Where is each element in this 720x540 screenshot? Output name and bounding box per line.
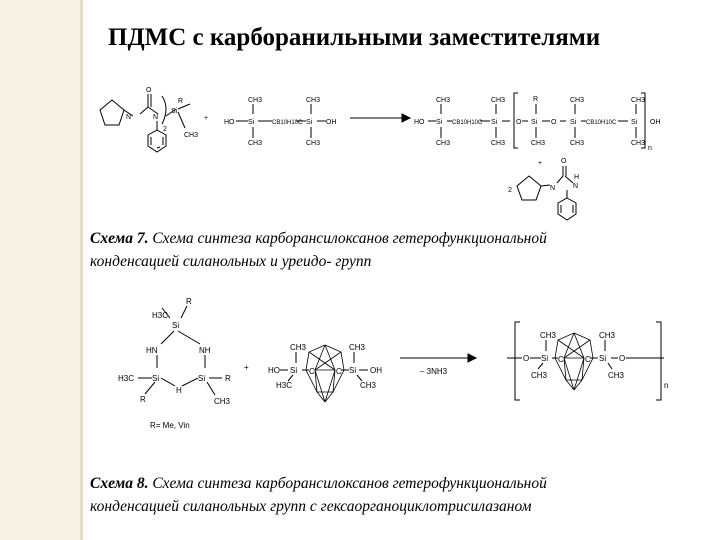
scheme-7-text-line2: конденсацией силанольных и уреидо- групп (90, 253, 372, 270)
atom-label: C (558, 355, 564, 364)
carborane-label: CB10H10C (586, 120, 617, 126)
atom-label: R (178, 98, 184, 105)
atom-label: CH3 (306, 140, 321, 147)
scheme-7-text-line1: Схема синтеза карборансилоксанов гетерофункциональной (148, 230, 547, 247)
atom-label: O (551, 119, 557, 126)
atom-label: Si (491, 119, 498, 126)
atom-label: O (146, 87, 152, 94)
atom-label: Si (306, 119, 313, 126)
atom-label: CH3 (608, 371, 625, 380)
slide-title: ПДМС с карборанильными заместителями (108, 24, 601, 51)
coefficient: 2 (163, 126, 167, 133)
atom-label: O (561, 158, 567, 165)
atom-label: Si (198, 374, 206, 383)
repeat-subscript: n (664, 381, 669, 390)
byproduct-label: – 3NH3 (420, 367, 448, 376)
atom-label: N (153, 114, 159, 121)
atom-label: C (336, 367, 342, 376)
atom-label: Si (171, 108, 178, 115)
repeat-subscript: n (648, 145, 652, 152)
scheme-8-text-line2: конденсацией силанольных групп с гексаорганоциклотрисилазаном (90, 498, 532, 515)
atom-label: CH3 (570, 140, 585, 147)
atom-label: N (573, 183, 579, 190)
atom-label: Si (570, 119, 577, 126)
plus-sign: + (204, 115, 209, 122)
atom-label: Si (290, 366, 298, 375)
scheme-8-text-line1: Схема синтеза карборансилоксанов гетерофункциональной (148, 475, 547, 492)
scheme-7-label: Схема 7. (90, 230, 149, 247)
atom-label: O (523, 354, 530, 363)
atom-label: NH (199, 346, 211, 355)
atom-label: CH3 (349, 343, 366, 352)
atom-label: H3C (276, 381, 293, 390)
scheme-8-label: Схема 8. (90, 475, 149, 492)
atom-label: HO (224, 119, 235, 126)
atom-label: Si (599, 354, 607, 363)
atom-label: N (550, 185, 556, 192)
atom-label: H (574, 174, 580, 181)
atom-label: CH3 (184, 132, 199, 139)
atom-label: CH3 (436, 140, 451, 147)
atom-label: Si (436, 119, 443, 126)
atom-label: C (309, 367, 315, 376)
atom-label: CH3 (491, 97, 506, 104)
atom-label: HO (414, 119, 425, 126)
atom-label: R (225, 374, 231, 383)
atom-label: Si (349, 366, 357, 375)
atom-label: Si (541, 354, 549, 363)
atom-label: Si (631, 119, 638, 126)
atom-label: HO (268, 366, 280, 375)
atom-label: Si (531, 119, 538, 126)
atom-label: Si (248, 119, 255, 126)
atom-label: CH3 (214, 397, 231, 406)
atom-label: Si (152, 374, 160, 383)
atom-label: N (126, 114, 132, 121)
atom-label: CH3 (531, 371, 548, 380)
atom-label: H (176, 386, 182, 395)
atom-label: OH (326, 119, 337, 126)
atom-label: R (186, 297, 192, 306)
atom-label: R (533, 96, 539, 103)
atom-label: CH3 (436, 97, 451, 104)
atom-label: Si (172, 321, 180, 330)
atom-label: CH3 (491, 140, 506, 147)
atom-label: C (585, 355, 591, 364)
coefficient: 2 (508, 187, 512, 194)
r-group-definition: R= Me, Vin (150, 421, 190, 430)
atom-label: HN (146, 346, 158, 355)
atom-label: CH3 (306, 97, 321, 104)
atom-label: CH3 (248, 97, 263, 104)
carborane-label: CB10H10C (272, 120, 303, 126)
atom-label: H3C (152, 311, 169, 320)
plus-sign: + (244, 363, 249, 372)
atom-label: CH3 (360, 381, 377, 390)
atom-label: CH3 (540, 331, 557, 340)
atom-label: O (619, 354, 626, 363)
atom-label: CH3 (631, 140, 646, 147)
scheme-8-caption (90, 472, 547, 518)
atom-label: R (140, 395, 146, 404)
atom-label: CH3 (290, 343, 307, 352)
atom-label: H3C (118, 374, 135, 383)
atom-label: CH3 (531, 140, 546, 147)
plus-sign: + (538, 160, 543, 167)
atom-label: O (516, 119, 522, 126)
atom-label: OH (370, 366, 382, 375)
atom-label: CH3 (248, 140, 263, 147)
atom-label: CH3 (631, 97, 646, 104)
atom-label: CH3 (570, 97, 585, 104)
atom-label: CH3 (599, 331, 616, 340)
carborane-label: CB10H10C (452, 120, 483, 126)
atom-label: OH (650, 119, 661, 126)
